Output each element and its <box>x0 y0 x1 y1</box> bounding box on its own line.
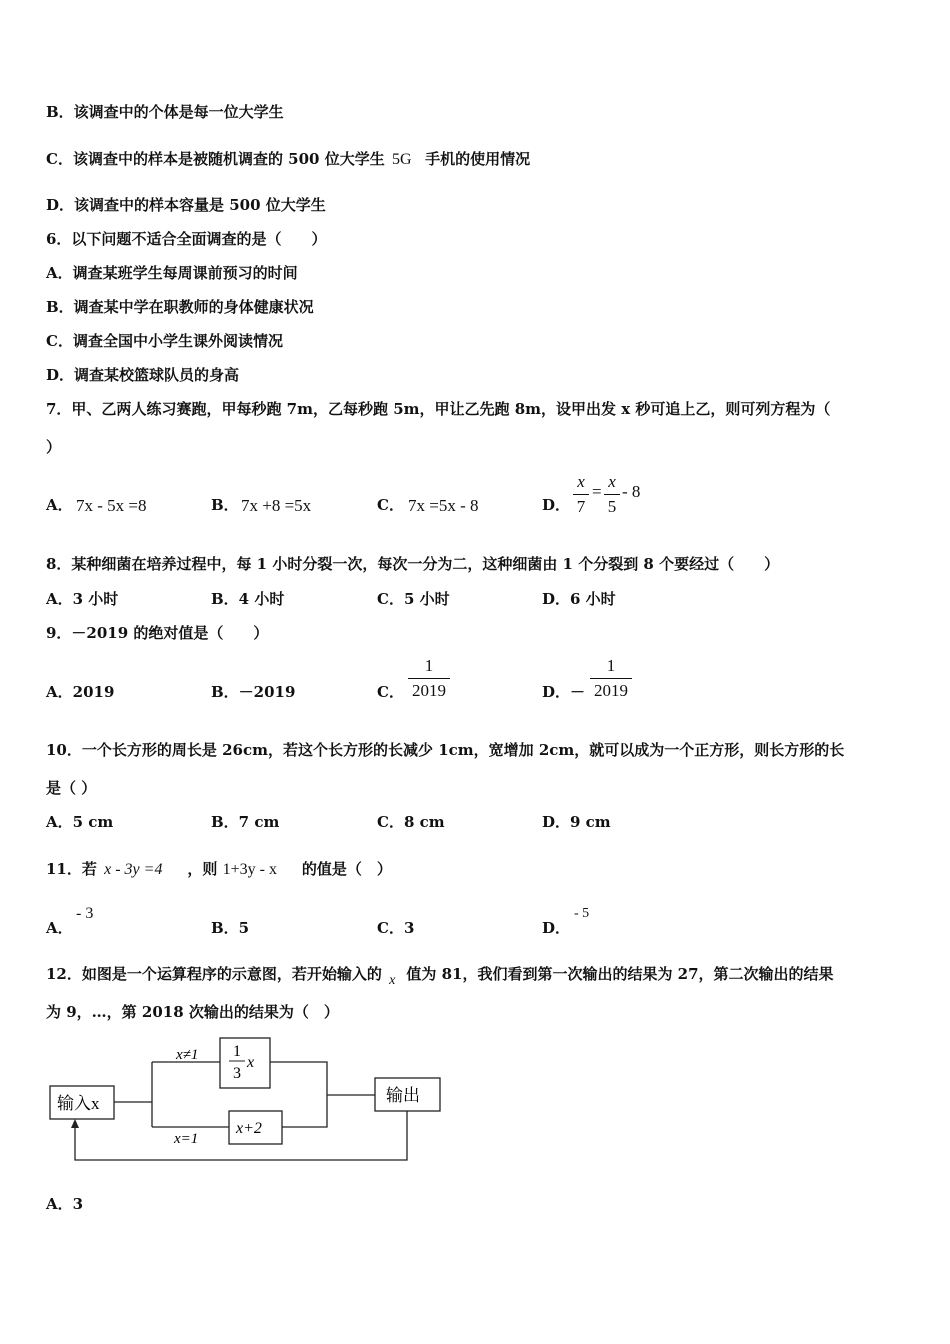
q11-option-b: B．5 <box>211 919 250 937</box>
q7-option-b-math: 7x +8 =5x <box>241 496 312 515</box>
q7-stem-line1: 7．甲、乙两人练习赛跑，甲每秒跑 7m，乙每秒跑 5m，甲让乙先跑 8m，设甲出发 x 秒可追上乙，则可列方程为（ <box>46 400 831 418</box>
condition-top: x≠1 <box>176 1047 199 1063</box>
q7-d-num1: x <box>577 472 585 491</box>
q7-option-b-label: B． <box>211 496 239 514</box>
q6-stem: 6．以下问题不适合全面调查的是（ ） <box>46 230 327 248</box>
op-top-numerator: 1 <box>233 1043 241 1060</box>
q9-d-num: 1 <box>606 656 616 675</box>
q10-stem-line2: 是（ ） <box>46 779 97 797</box>
q10-option-d: D．9 cm <box>542 813 611 831</box>
q6-option-c: C．调查全国中小学生课外阅读情况 <box>46 332 283 350</box>
q10-option-a: A．5 cm <box>46 813 114 831</box>
q11-option-d-label: D． <box>542 919 571 937</box>
feedback-arrow-head <box>71 1119 79 1128</box>
q5-5g-superscript: 5G <box>391 151 412 168</box>
q7-option-d-label: D． <box>542 496 571 514</box>
q11-option-a-value: - 3 <box>76 905 94 922</box>
q12-stem-pre: 12．如图是一个运算程序的示意图，若开始输入的 <box>46 965 382 983</box>
q7-option-c-math: 7x =5x - 8 <box>408 496 479 515</box>
q9-c-num: 1 <box>424 656 434 675</box>
op-top-denominator: 3 <box>233 1065 241 1082</box>
q9-c-den: 2019 <box>412 681 446 700</box>
q8-option-d: D．6 小时 <box>542 590 616 608</box>
condition-bottom: x=1 <box>174 1131 199 1147</box>
q7-option-d-tail: - 8 <box>622 482 641 501</box>
q6-option-d: D．调查某校篮球队员的身高 <box>46 366 240 384</box>
q7-stem-line2: ） <box>46 438 62 456</box>
q9-stem: 9．－2019 的绝对值是（ ） <box>46 624 269 642</box>
op-bottom-label: x+2 <box>236 1120 262 1137</box>
input-label: 输入x <box>57 1094 100 1113</box>
q11-expression-1: x - 3y =4 <box>104 861 163 878</box>
op-top-variable: x <box>247 1054 255 1071</box>
operation-top-box <box>220 1038 270 1088</box>
q12-stem-line2: 为 9，…，第 2018 次输出的结果为（ ） <box>46 1003 339 1021</box>
connector-merge <box>270 1062 327 1127</box>
q7-d-den1: 7 <box>576 497 586 516</box>
q11-option-c: C．3 <box>377 919 415 937</box>
q9-d-den: 2019 <box>594 681 628 700</box>
q10-stem-line1: 10．一个长方形的周长是 26cm，若这个长方形的长减少 1cm，宽增加 2cm，就可以成为一个正方形，则长方形的长 <box>46 741 845 759</box>
q5-option-c-text: C．该调查中的样本是被随机调查的 500 位大学生 <box>46 150 385 168</box>
q5-option-c-tail: 手机的使用情况 <box>425 150 531 168</box>
output-label: 输出 <box>386 1086 420 1105</box>
q7-option-a-math: 7x - 5x =8 <box>76 496 147 515</box>
q6-option-b: B．调查某中学在职教师的身体健康状况 <box>46 298 314 316</box>
q12-option-a: A．3 <box>46 1195 84 1213</box>
q9-option-d-label: D．－ <box>542 683 586 701</box>
q11-option-a-label: A． <box>46 919 73 937</box>
q9-option-b: B．－2019 <box>211 683 296 701</box>
q8-option-c: C．5 小时 <box>377 590 450 608</box>
q12-stem-post: 值为 81，我们看到第一次输出的结果为 27，第二次输出的结果 <box>406 965 834 983</box>
q10-option-c: C．8 cm <box>377 813 445 831</box>
q7-d-den2: 5 <box>607 497 617 516</box>
q7-d-num2: x <box>608 472 616 491</box>
q5-option-d: D．该调查中的样本容量是 500 位大学生 <box>46 196 326 214</box>
q12-variable-x: x <box>389 973 396 988</box>
q11-option-d-value: - 5 <box>574 906 590 921</box>
q10-option-b: B．7 cm <box>211 813 280 831</box>
q7-option-a-label: A． <box>46 496 73 514</box>
q11-expression-2: 1+3y - x <box>222 861 277 878</box>
q9-option-c-label: C． <box>377 683 404 701</box>
q8-option-b: B．4 小时 <box>211 590 285 608</box>
q6-option-a: A．调查某班学生每周课前预习的时间 <box>46 264 298 282</box>
q7-option-d-equals: = <box>592 482 602 501</box>
q11-stem-pre: 11．若 <box>46 860 97 878</box>
q9-option-a: A．2019 <box>46 683 115 701</box>
q11-stem-post: 的值是（ ） <box>301 860 392 878</box>
q11-stem-mid: ，则 <box>187 860 218 878</box>
q8-stem: 8．某种细菌在培养过程中，每 1 小时分裂一次，每次一分为二，这种细菌由 1 个分裂到 8 个要经过（ ） <box>46 555 780 573</box>
q8-option-a: A．3 小时 <box>46 590 119 608</box>
q7-option-c-label: C． <box>377 496 404 514</box>
q5-option-b: B．该调查中的个体是每一位大学生 <box>46 103 284 121</box>
